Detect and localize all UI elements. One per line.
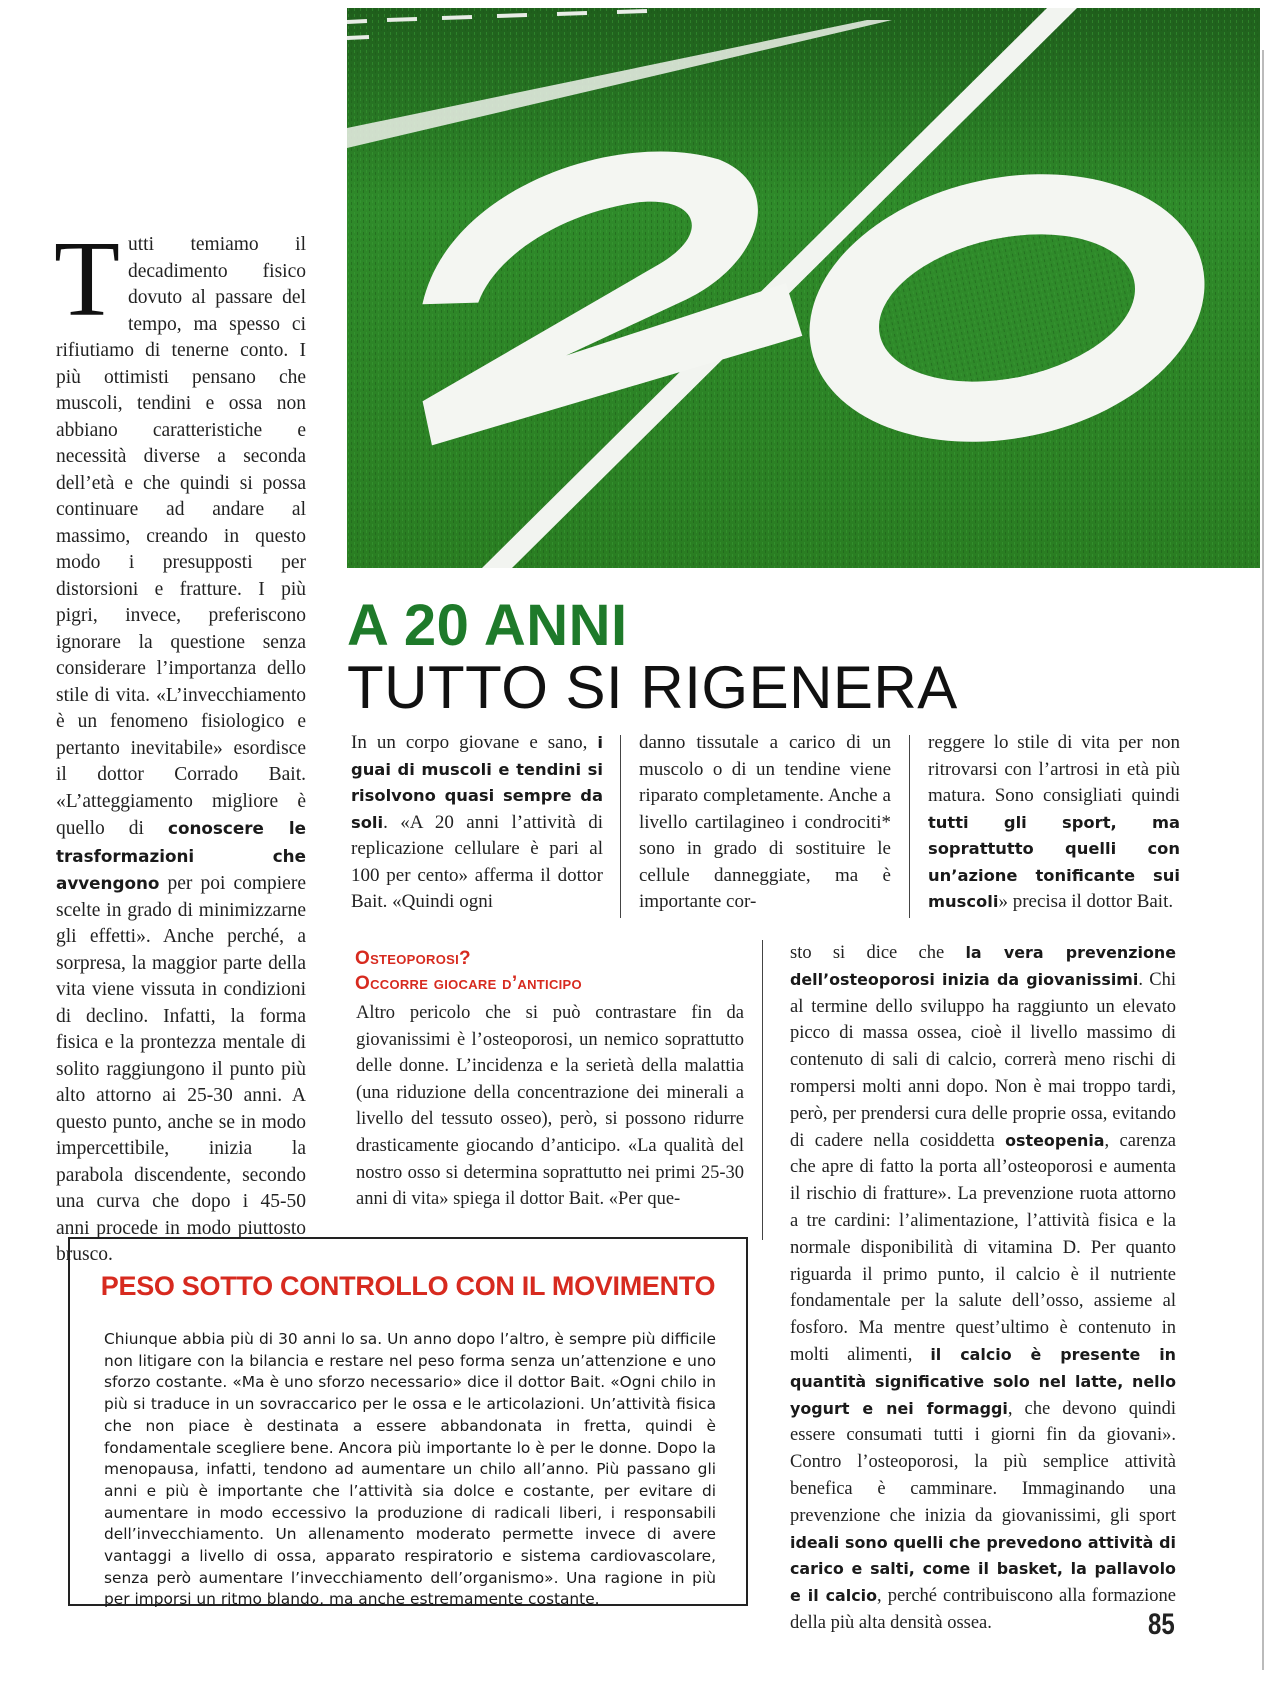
box-text: Chiunque abbia più di 30 anni lo sa. Un anno dopo l’altro, è sempre più difficile non litigare con la bilancia e restare nel peso forma senza un’attenzione e uno sforzo costante. «Ma è uno sforzo necessario» dice il dottor Bait. «Ogni chilo in più si traduce in un sovraccarico per le ossa e le articolazioni. Un’attività fisica che non piace è destinata a essere abbandonata in fretta, quindi è fondamentale scegliere bene. Ancora più importante lo è per le donne. Dopo la menopausa, infatti, tendono ad aumentare un chilo all’anno. Più passano gli anni e più è importante che l’attività sia dolce e costante, per evitare di aumentare in modo eccessivo la produzione di radicali liberi, i responsabili dell’invecchiamento. Un allenamento moderato permette invece di avere vantaggi a livello di ossa, apparato respiratorio e sistema cardiovascolare, senza però aumentare l’invecchiamento dell’organismo». Una ragione in più per imporsi un ritmo blando, ma anche estremamente costante. — [104, 1330, 716, 1609]
box-title: PESO SOTTO CONTROLLO CON IL MOVIMENTO — [100, 1271, 716, 1301]
headline-line1: A 20 ANNI — [347, 593, 628, 658]
right-column — [790, 940, 1176, 1637]
intro-text: utti temiamo il decadimento fisico dovuto al passare del tempo, ma spesso ci rifiutiamo di tenerne conto. I più ottimisti pensano che muscoli, tendini e ossa non abbiano caratteristiche e necessità diverse a seconda dell’età e che quindi si possa continuare ad andare al massimo, creando in questo modo i presupposti per distorsioni e fratture. I più pigri, invece, preferiscono ignorare la questione senza considerare l’importanza dello stile di vita. «L’invecchiamento è un fenomeno fisiologico e pertanto inevitabile» esordisce il dottor Corrado Bait. «L’atteggiamento migliore è quello di — [56, 234, 306, 839]
col1-text: In un corpo giovane e sano, — [351, 732, 598, 753]
headline — [347, 593, 958, 721]
col3-text: reggere lo stile di vita per non ritrovarsi con l’artrosi in età più matura. Sono consigliati quindi — [928, 732, 1180, 806]
osteo-heading-line1: Osteoporosi? — [355, 948, 471, 969]
right-t3: , carenza che apre di fatto la porta all’osteoporosi e aumenta il rischio di fratture». La prevenzione ruota attorno a tre cardini: l’alimentazione, l’attività fisica e la normale disponibilità di vitamina D. Per quanto riguarda il primo punto, il calcio è il nutriente fondamentale per la salute dell’osso, assieme al fosforo. Ma mentre quest’ultimo è contenuto in molti alimenti, — [790, 1130, 1177, 1365]
column-1 — [351, 730, 603, 916]
column-2 — [639, 730, 891, 916]
intro-text-after: per poi compiere scelte in grado di minimizzarne gli effetti». Anche perché, a sorpresa, la maggior parte della vita viene vissuta in condizioni di declino. Infatti, la forma fisica e la prontezza mentale di solito raggiungono il punto più alto attorno ai 25-30 anni. A questo punto, anche se in modo impercettibile, inizia la parabola discendente, secondo una curva che dopo i 45-50 anni procede in modo piuttosto brusco. — [56, 873, 306, 1265]
right-t1: sto si dice che — [790, 943, 966, 963]
right-b1: la vera prevenzione dell’osteoporosi inizia da giovanissimi — [790, 943, 1176, 989]
column-3 — [928, 730, 1180, 916]
intro-bold: conoscere le trasformazioni che avvengono — [56, 818, 306, 893]
column-divider — [909, 735, 910, 918]
right-b4: ideali sono quelli che prevedono attività di carico e salti, come il basket, la pallavolo e il calcio — [790, 1532, 1176, 1606]
page-number: 85 — [1148, 1608, 1175, 1641]
osteo-heading-line2: Occorre giocare d’anticipo — [355, 973, 582, 994]
right-b3: il calcio è presente in quantità significative solo nel latte, nello yogurt e nei formaggi — [790, 1344, 1176, 1418]
sidebar-box — [68, 1237, 748, 1609]
right-b2: osteopenia — [1005, 1130, 1105, 1150]
headline-line2: TUTTO SI RIGENERA — [347, 654, 958, 721]
right-t2: . Chi al termine dello sviluppo ha raggiunto un elevato picco di massa ossea, cioè il livello massimo di contenuto di sali di calcio, correrà meno rischi di rompersi molti anni dopo. Non è mai troppo tardi, però, per prendersi cura delle proprie ossa, evitando di cadere nella cosiddetta — [790, 969, 1176, 1151]
col2-text: danno tissutale a carico di un muscolo o di un tendine viene riparato completamente. Anche a livello cartilagineo i condrociti* sono in grado di sostituire le cellule danneggiate, ma è importante cor- — [639, 732, 891, 912]
page-edge-line — [1262, 50, 1264, 1670]
col3-text-after: » precisa il dottor Bait. — [998, 891, 1174, 912]
right-t5: , perché contribuiscono alla formazione della più alta densità ossea. — [790, 1586, 1176, 1633]
drop-cap: T — [54, 220, 120, 339]
col3-bold: tutti gli sport, ma soprattutto quelli con un’azione tonificante sui muscoli — [928, 812, 1180, 911]
col1-bold: i guai di muscoli e tendini si risolvono quasi sempre da soli — [351, 733, 603, 832]
osteo-text: Altro pericolo che si può contrastare fin da giovanissimi è l’osteoporosi, un nemico soprattutto delle donne. L’incidenza e la serietà della malattia (una riduzione della concentrazione dei minerali a livello del tessuto osseo), però, si possono ridurre drasticamente giocando d’anticipo. «La qualità del nostro osso si determina soprattutto nei primi 25-30 anni di vita» spiega il dottor Bait. «Per que- — [356, 1003, 744, 1210]
col1-text-after: . «A 20 anni l’attività di replicazione cellulare è pari al 100 per cento» afferma il dottor Bait. «Quindi ogni — [351, 811, 603, 912]
intro-column — [54, 220, 306, 1269]
osteo-heading — [355, 946, 582, 996]
football-field-illustration — [347, 8, 1260, 568]
column-divider — [762, 940, 763, 1240]
hero-photo-football-field — [347, 8, 1260, 568]
right-t4: , che devono quindi essere consumati tutti i giorni fin da giovani». Contro l’osteoporosi, la più semplice attività benefica è camminare. Immaginando una prevenzione che inizia da giovanissimi, gli sport — [790, 1398, 1176, 1526]
column-divider — [620, 735, 621, 918]
